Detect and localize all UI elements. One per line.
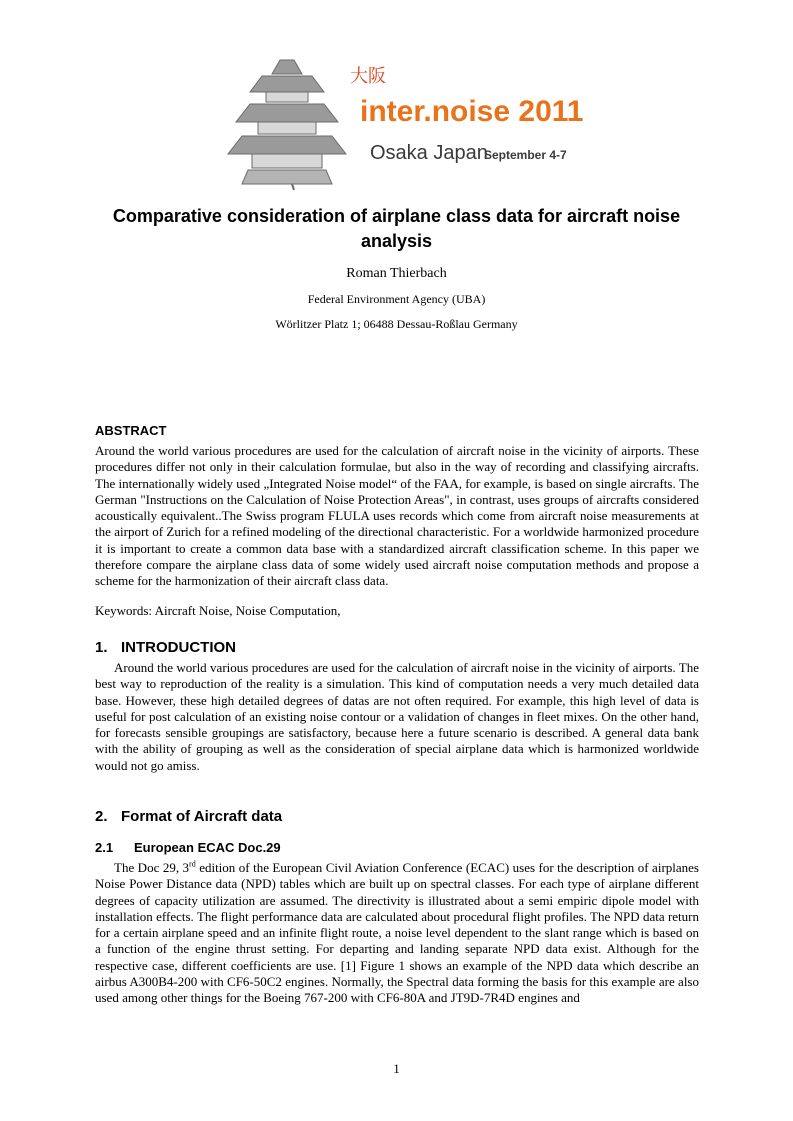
logo-title: inter.noise 2011 xyxy=(360,95,584,128)
keywords: Keywords: Aircraft Noise, Noise Computation, xyxy=(95,603,341,618)
conference-logo xyxy=(222,52,592,192)
logo-date: September 4-7 xyxy=(484,148,567,162)
subsection-number: 2.1 xyxy=(95,840,114,855)
logo-place: Osaka Japan xyxy=(370,142,488,164)
section-1-heading xyxy=(95,639,236,656)
section-title: INTRODUCTION xyxy=(121,639,236,656)
subsection-title: European ECAC Doc.29 xyxy=(134,840,281,855)
abstract-text: Around the world various procedures are used for the calculation of aircraft noise in the vicinity of airports. These procedures differ not only in their calculation formulae, but also in the way of recording and classifying aircrafts. The internationally widely used „Integrated Noise model“ of the FAA, for example, is based on single aircrafts. The German "Instructions on the Calculation of Noise Protection Areas", in contrast, uses groups of aircrafts considered acoustically equivalent..The Swiss program FLULA uses records which come from aircraft noise measurements at the airport of Zurich for a refined modeling of the directional characteristic. For a worldwide harmonized procedure it is important to create a common data base with a standardized aircraft classification scheme. In this paper we therefore compare the airplane class data of some widely used aircraft noise computation methods and propose a scheme for the harmonization of their aircraft class data. xyxy=(95,443,699,589)
author-address: Wörlitzer Platz 1; 06488 Dessau-Roßlau Germany xyxy=(275,317,518,331)
text-start: The Doc 29, 3 xyxy=(114,860,190,875)
abstract-heading: ABSTRACT xyxy=(95,423,167,438)
section-number: 2. xyxy=(95,808,108,825)
section-number: 1. xyxy=(95,639,108,656)
superscript: rd xyxy=(189,859,196,869)
author-affiliation: Federal Environment Agency (UBA) xyxy=(307,292,486,306)
text-rest: edition of the European Civil Aviation Conference (ECAC) uses for the description of airplanes Noise Power Distance data (NPD) tables which are built up on spectral classes. For each type of airplane different degrees of capacity utilization are assumed. The directivity is illustrated about a semi empiric dipole model with installation effects. The flight performance data are calculated about procedural flight profiles. The NPD data return for a certain airplane speed and an infinite flight route, a noise level dependent to the slant range which is based on a function of the engine thrust setting. For departing and landing separate NPD data exist. Although for the respective case, different coefficients are use. [1] Figure 1 shows an example of the NPD data which describe an airbus A300B4-200 with CF6-50C2 engines. Normally, the Spectral data forming the basis for this example are also used among other things for the Boeing 767-200 with CF6-80A and JT9D-7R4D engines and xyxy=(95,860,699,1006)
osaka-castle-icon xyxy=(222,52,352,192)
section-2-heading xyxy=(95,808,282,825)
section-title: Format of Aircraft data xyxy=(121,808,283,825)
section-2-1-text xyxy=(95,860,699,1007)
author-name: Roman Thierbach xyxy=(346,266,447,281)
page-number: 1 xyxy=(393,1061,400,1076)
section-1-text: Around the world various procedures are used for the calculation of aircraft noise in the vicinity of airports. The best way to reproduction of the reality is a simulation. This kind of computation needs a very much detailed data base. However, these high detailed degrees of datas are not often required. For example, this high level of data is useful for post calculation of an existing noise contour or a validation of changes in fleet mixes. On the other hand, for forecasts sensible groupings are satisfactory, because here a future scenario is described. A general data bank with the ability of grouping as well as the consideration of special airplane data which is harmonized worldwide would not go amiss. xyxy=(95,660,699,773)
section-2-1-heading xyxy=(95,840,281,855)
paper-title: Comparative consideration of airplane class data for aircraft noise analysis xyxy=(112,206,681,251)
logo-kanji: 大阪 xyxy=(350,66,386,87)
